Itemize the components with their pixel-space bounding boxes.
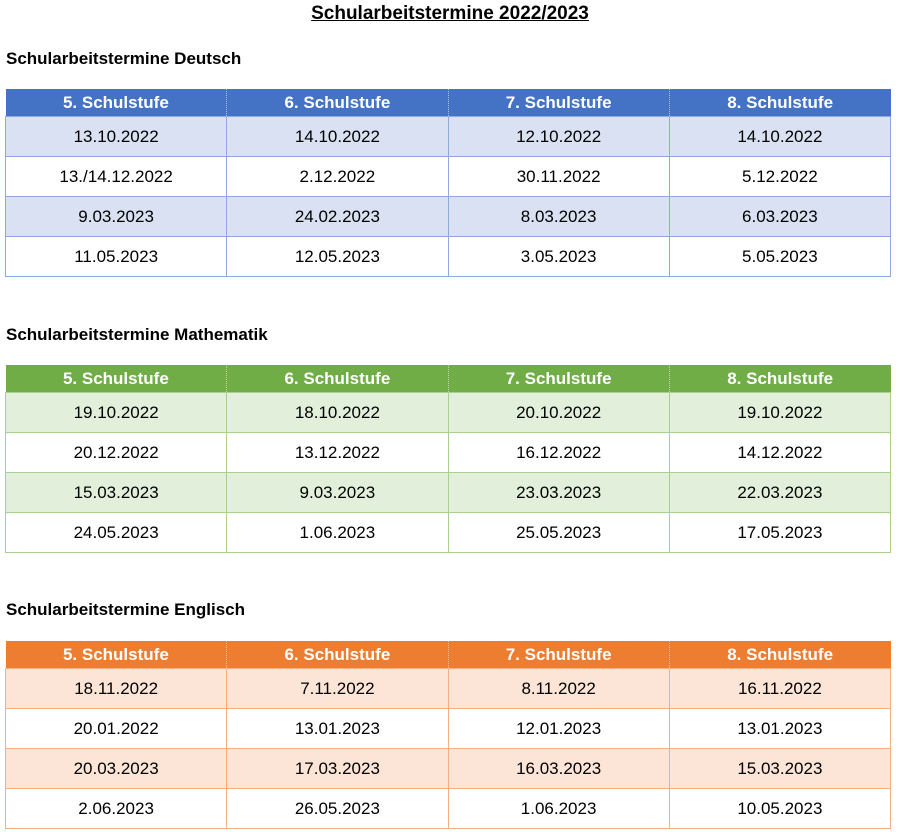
table-cell: 22.03.2023 — [669, 473, 890, 513]
section-heading-mathematik: Schularbeitstermine Mathematik — [6, 325, 268, 344]
table-cell: 17.05.2023 — [669, 513, 890, 553]
column-header: 8. Schulstufe — [669, 365, 890, 393]
section-heading-englisch: Schularbeitstermine Englisch — [6, 600, 246, 619]
table-cell: 20.10.2022 — [448, 393, 669, 433]
table-row — [6, 473, 891, 513]
table-cell: 14.10.2022 — [227, 117, 448, 157]
table-cell: 3.05.2023 — [448, 237, 669, 277]
table-cell: 13.12.2022 — [227, 433, 448, 473]
table-cell: 11.05.2023 — [6, 237, 227, 277]
table-cell: 16.03.2023 — [448, 749, 669, 789]
table-cell: 1.06.2023 — [227, 513, 448, 553]
table-cell: 9.03.2023 — [227, 473, 448, 513]
schedule-table-mathematik — [5, 365, 891, 553]
column-header: 8. Schulstufe — [669, 641, 890, 669]
table-cell: 2.06.2023 — [6, 789, 227, 829]
column-header: 8. Schulstufe — [669, 89, 890, 117]
header-row — [6, 365, 891, 393]
column-header: 6. Schulstufe — [227, 641, 448, 669]
table-cell: 19.10.2022 — [669, 393, 890, 433]
table-row — [6, 117, 891, 157]
table-cell: 20.12.2022 — [6, 433, 227, 473]
table-cell: 14.12.2022 — [669, 433, 890, 473]
table-cell: 13./14.12.2022 — [6, 157, 227, 197]
table-cell: 24.02.2023 — [227, 197, 448, 237]
table-cell: 1.06.2023 — [448, 789, 669, 829]
table-cell: 18.10.2022 — [227, 393, 448, 433]
column-header: 7. Schulstufe — [448, 365, 669, 393]
section-heading-deutsch: Schularbeitstermine Deutsch — [6, 49, 242, 68]
schedule-table-englisch — [5, 641, 891, 829]
table-cell: 14.10.2022 — [669, 117, 890, 157]
table-cell: 20.03.2023 — [6, 749, 227, 789]
table-cell: 25.05.2023 — [448, 513, 669, 553]
column-header: 7. Schulstufe — [448, 89, 669, 117]
table-cell: 24.05.2023 — [6, 513, 227, 553]
table-cell: 5.12.2022 — [669, 157, 890, 197]
table-row — [6, 789, 891, 829]
schedule-table-deutsch — [5, 89, 891, 277]
table-cell: 18.11.2022 — [6, 669, 227, 709]
table-cell: 8.11.2022 — [448, 669, 669, 709]
table-row — [6, 237, 891, 277]
table-cell: 16.12.2022 — [448, 433, 669, 473]
table-cell: 17.03.2023 — [227, 749, 448, 789]
table-cell: 9.03.2023 — [6, 197, 227, 237]
table-cell: 30.11.2022 — [448, 157, 669, 197]
table-cell: 26.05.2023 — [227, 789, 448, 829]
column-header: 6. Schulstufe — [227, 89, 448, 117]
table-cell: 15.03.2023 — [669, 749, 890, 789]
column-header: 5. Schulstufe — [6, 365, 227, 393]
table-row — [6, 513, 891, 553]
table-row — [6, 669, 891, 709]
table-row — [6, 749, 891, 789]
column-header: 6. Schulstufe — [227, 365, 448, 393]
column-header: 5. Schulstufe — [6, 641, 227, 669]
table-row — [6, 709, 891, 749]
table-cell: 8.03.2023 — [448, 197, 669, 237]
table-row — [6, 393, 891, 433]
table-cell: 10.05.2023 — [669, 789, 890, 829]
table-cell: 12.01.2023 — [448, 709, 669, 749]
table-cell: 13.10.2022 — [6, 117, 227, 157]
header-row — [6, 641, 891, 669]
table-cell: 15.03.2023 — [6, 473, 227, 513]
page-title: Schularbeitstermine 2022/2023 — [311, 3, 589, 24]
table-cell: 13.01.2023 — [669, 709, 890, 749]
table-cell: 6.03.2023 — [669, 197, 890, 237]
table-row — [6, 157, 891, 197]
table-cell: 19.10.2022 — [6, 393, 227, 433]
table-cell: 23.03.2023 — [448, 473, 669, 513]
table-cell: 5.05.2023 — [669, 237, 890, 277]
column-header: 7. Schulstufe — [448, 641, 669, 669]
column-header: 5. Schulstufe — [6, 89, 227, 117]
table-cell: 16.11.2022 — [669, 669, 890, 709]
table-cell: 7.11.2022 — [227, 669, 448, 709]
table-cell: 20.01.2022 — [6, 709, 227, 749]
table-cell: 12.05.2023 — [227, 237, 448, 277]
table-cell: 13.01.2023 — [227, 709, 448, 749]
table-row — [6, 197, 891, 237]
table-cell: 12.10.2022 — [448, 117, 669, 157]
table-row — [6, 433, 891, 473]
header-row — [6, 89, 891, 117]
table-cell: 2.12.2022 — [227, 157, 448, 197]
